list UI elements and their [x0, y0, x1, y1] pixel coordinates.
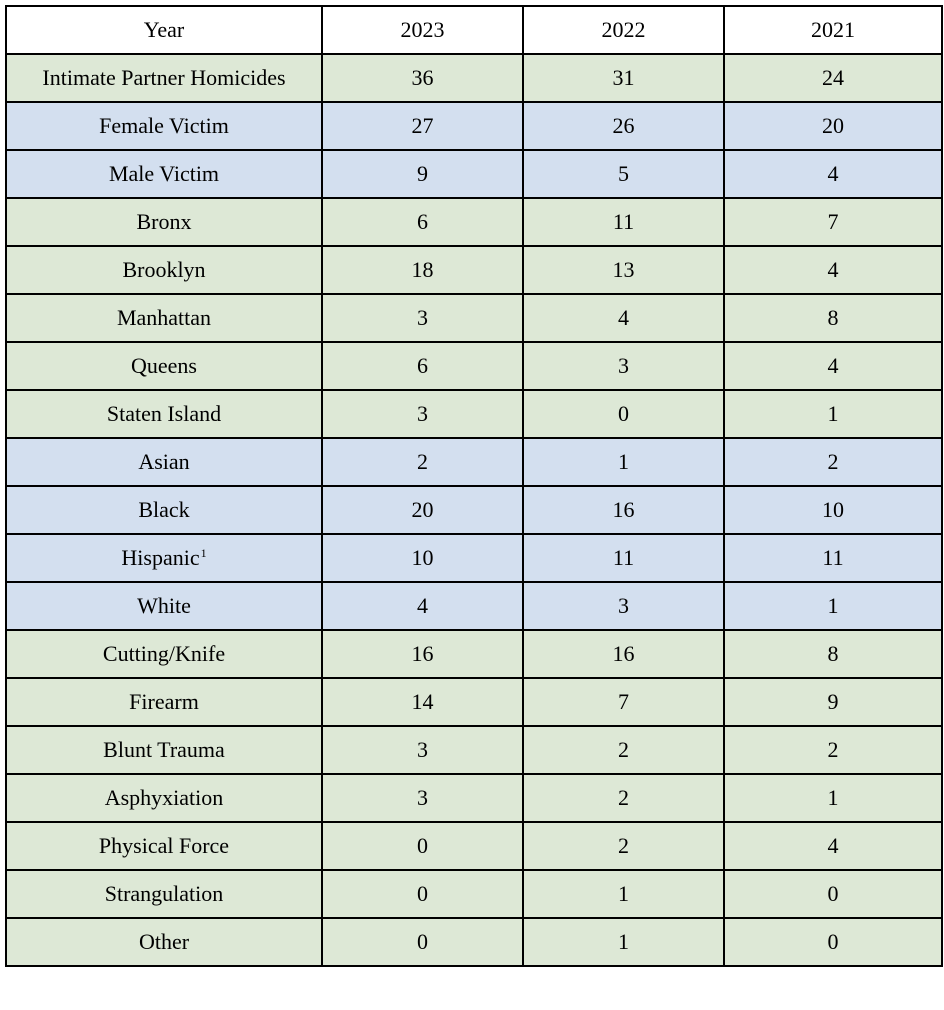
- value-2021: 8: [724, 630, 942, 678]
- value-2023: 18: [322, 246, 523, 294]
- table-row: [6, 150, 942, 198]
- value-2023: 0: [322, 822, 523, 870]
- value-2023: 6: [322, 342, 523, 390]
- row-label: Brooklyn: [6, 246, 322, 294]
- table-row: [6, 870, 942, 918]
- value-2022: 0: [523, 390, 724, 438]
- header-2021: 2021: [724, 6, 942, 54]
- value-2023: 10: [322, 534, 523, 582]
- value-2023: 6: [322, 198, 523, 246]
- row-label: Staten Island: [6, 390, 322, 438]
- row-label: Male Victim: [6, 150, 322, 198]
- value-2022: 26: [523, 102, 724, 150]
- row-label: Queens: [6, 342, 322, 390]
- value-2022: 11: [523, 534, 724, 582]
- value-2021: 0: [724, 918, 942, 966]
- row-label: Intimate Partner Homicides: [6, 54, 322, 102]
- value-2022: 13: [523, 246, 724, 294]
- value-2023: 3: [322, 774, 523, 822]
- table-row: [6, 630, 942, 678]
- table-row: [6, 342, 942, 390]
- value-2023: 36: [322, 54, 523, 102]
- table-row: [6, 198, 942, 246]
- value-2021: 11: [724, 534, 942, 582]
- value-2023: 0: [322, 870, 523, 918]
- row-label: Physical Force: [6, 822, 322, 870]
- value-2022: 16: [523, 630, 724, 678]
- value-2021: 1: [724, 390, 942, 438]
- homicide-statistics-table: [5, 5, 943, 967]
- value-2021: 24: [724, 54, 942, 102]
- table-row: [6, 54, 942, 102]
- header-2023: 2023: [322, 6, 523, 54]
- table-row: [6, 726, 942, 774]
- value-2023: 2: [322, 438, 523, 486]
- value-2023: 9: [322, 150, 523, 198]
- row-label: Asian: [6, 438, 322, 486]
- value-2023: 20: [322, 486, 523, 534]
- value-2021: 7: [724, 198, 942, 246]
- row-label: Female Victim: [6, 102, 322, 150]
- value-2022: 1: [523, 870, 724, 918]
- table-row: [6, 678, 942, 726]
- row-label: Asphyxiation: [6, 774, 322, 822]
- value-2023: 3: [322, 390, 523, 438]
- value-2021: 4: [724, 822, 942, 870]
- value-2022: 1: [523, 438, 724, 486]
- value-2022: 11: [523, 198, 724, 246]
- value-2023: 14: [322, 678, 523, 726]
- value-2022: 7: [523, 678, 724, 726]
- value-2021: 1: [724, 582, 942, 630]
- value-2022: 5: [523, 150, 724, 198]
- row-label: Bronx: [6, 198, 322, 246]
- value-2023: 4: [322, 582, 523, 630]
- row-label: Manhattan: [6, 294, 322, 342]
- value-2021: 0: [724, 870, 942, 918]
- value-2023: 27: [322, 102, 523, 150]
- row-label-text: Hispanic: [121, 545, 200, 570]
- row-label: Blunt Trauma: [6, 726, 322, 774]
- value-2021: 8: [724, 294, 942, 342]
- table-header-row: [6, 6, 942, 54]
- value-2021: 20: [724, 102, 942, 150]
- row-label: White: [6, 582, 322, 630]
- value-2022: 3: [523, 342, 724, 390]
- value-2023: 3: [322, 726, 523, 774]
- row-label: Firearm: [6, 678, 322, 726]
- table-row: [6, 582, 942, 630]
- value-2021: 2: [724, 438, 942, 486]
- value-2022: 3: [523, 582, 724, 630]
- value-2022: 16: [523, 486, 724, 534]
- value-2022: 4: [523, 294, 724, 342]
- row-label: Other: [6, 918, 322, 966]
- table-row: [6, 486, 942, 534]
- value-2023: 0: [322, 918, 523, 966]
- value-2021: 4: [724, 150, 942, 198]
- value-2021: 9: [724, 678, 942, 726]
- row-label: Cutting/Knife: [6, 630, 322, 678]
- value-2021: 4: [724, 246, 942, 294]
- table-row: [6, 390, 942, 438]
- value-2022: 2: [523, 774, 724, 822]
- table-row: [6, 102, 942, 150]
- row-label: [6, 534, 322, 582]
- table-body: [6, 54, 942, 966]
- value-2021: 10: [724, 486, 942, 534]
- table-row: [6, 774, 942, 822]
- header-2022: 2022: [523, 6, 724, 54]
- table-row: [6, 294, 942, 342]
- table-row: [6, 822, 942, 870]
- value-2022: 2: [523, 726, 724, 774]
- header-year: Year: [6, 6, 322, 54]
- row-label: Black: [6, 486, 322, 534]
- table-row: [6, 534, 942, 582]
- value-2023: 3: [322, 294, 523, 342]
- row-label: Strangulation: [6, 870, 322, 918]
- table-row: [6, 438, 942, 486]
- value-2022: 1: [523, 918, 724, 966]
- value-2022: 31: [523, 54, 724, 102]
- value-2023: 16: [322, 630, 523, 678]
- value-2021: 1: [724, 774, 942, 822]
- value-2021: 2: [724, 726, 942, 774]
- table-row: [6, 246, 942, 294]
- value-2022: 2: [523, 822, 724, 870]
- table-row: [6, 918, 942, 966]
- footnote-marker: 1: [200, 545, 207, 560]
- value-2021: 4: [724, 342, 942, 390]
